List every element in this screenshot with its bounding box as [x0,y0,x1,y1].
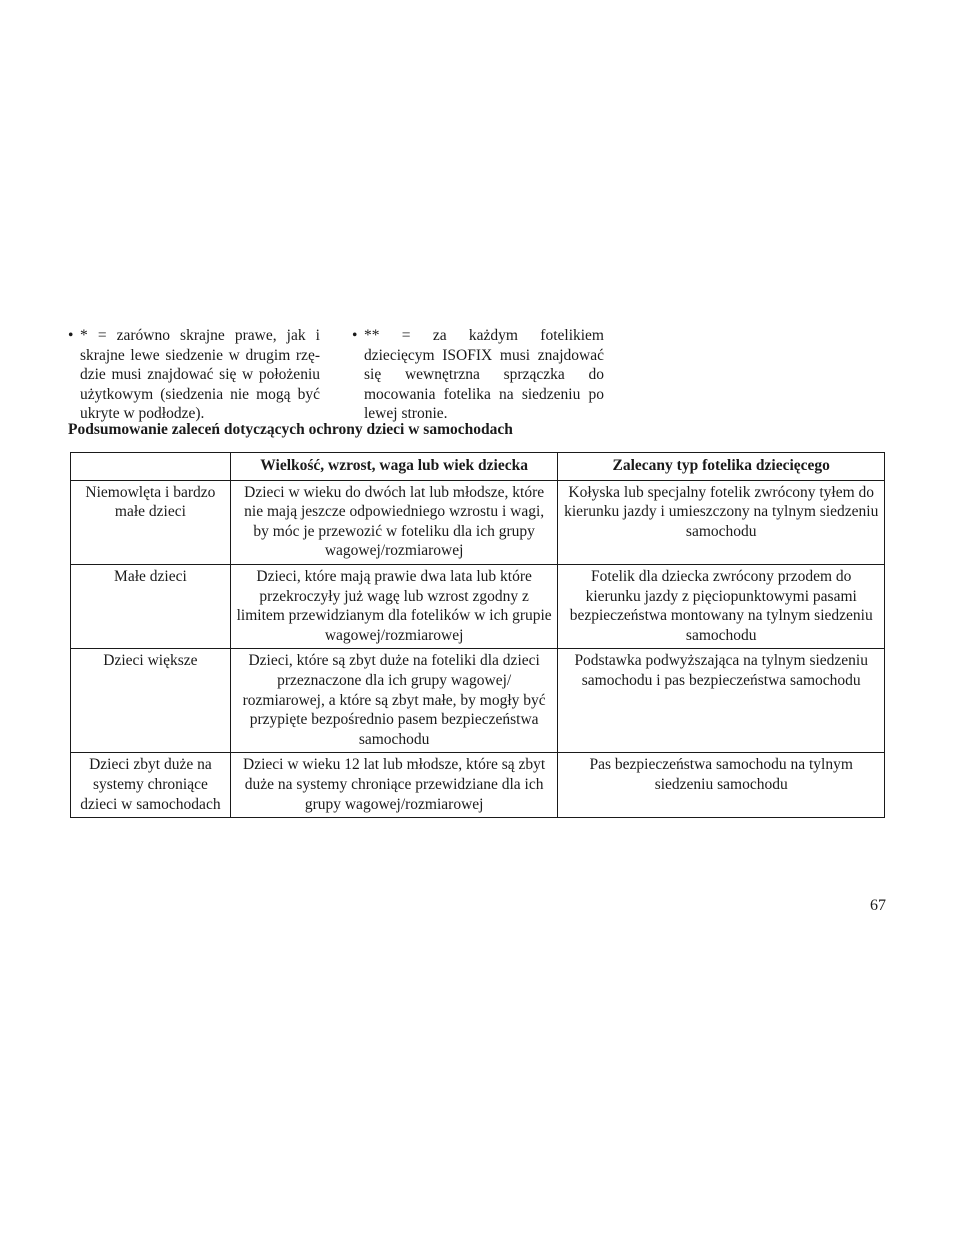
header-child-size: Wielkość, wzrost, waga lub wiek dziecka [230,453,558,481]
cell-category: Małe dzieci [71,564,231,648]
cell-category: Dzieci zbyt duże na systemy chroniące dzieci w samochodach [71,753,231,818]
bullet-marker: • [68,327,74,344]
header-recommended-seat: Zalecany typ fotelika dziecięcego [558,453,885,481]
page-number: 67 [870,897,886,914]
cell-recommendation: Fotelik dla dziecka zwrócony przodem do kierunku jazdy z pięciopunktowymi pasami bezpieczeństwa montowany na tylnym siedzeniu samochodu [558,564,885,648]
table-row [71,753,885,818]
header-category [71,453,231,481]
bullet-text: ** = za każdym fotelikiem dziecięcym ISOFIX musi znajdować się wewnętrzna sprzączka do mocowania fotelika na siedzeniu po lewej stronie. [364,327,604,423]
bullet-column-right [352,326,604,424]
cell-recommendation: Kołyska lub specjalny fotelik zwrócony tyłem do kierunku jazdy i umieszczony na tylnym siedzeniu samochodu [558,480,885,564]
bullet-marker: • [352,327,358,344]
cell-description: Dzieci, które mają prawie dwa lata lub które przekroczyły już wagę lub wzrost zgodny z limitem przewidzianym dla fotelików w ich grupie wagowej/rozmiarowej [230,564,558,648]
bullet-item-seat-position [68,326,320,424]
section-heading: Podsumowanie zaleceń dotyczących ochrony dzieci w samochodach [68,421,513,438]
bullet-text: * = zarówno skrajne prawe, jak i skrajne lewe siedzenie w drugim rzędzie musi znajdować się w położeniu użytkowym (siedzenia nie mogą być ukryte w podłodze). [80,327,320,423]
cell-description: Dzieci w wieku 12 lat lub młodsze, które są zbyt duże na systemy chroniące przewidziane dla ich grupy wagowej/rozmiarowej [230,753,558,818]
child-restraint-summary-table [70,452,885,818]
bullet-item-isofix-buckle [352,326,604,424]
cell-description: Dzieci, które są zbyt duże na foteliki dla dzieci przeznaczone dla ich grupy wagowej/ rozmiarowej, a które są zbyt małe, by mogły być przypięte bezpośrednio pasem bezpieczeństwa samochodu [230,649,558,753]
table-row [71,480,885,564]
cell-recommendation: Pas bezpieczeństwa samochodu na tylnym siedzeniu samochodu [558,753,885,818]
cell-category: Dzieci większe [71,649,231,753]
cell-recommendation: Podstawka podwyższająca na tylnym siedzeniu samochodu i pas bezpieczeństwa samochodu [558,649,885,753]
bullet-column-left [68,326,320,424]
table-header-row [71,453,885,481]
cell-category: Niemowlęta i bardzo małe dzieci [71,480,231,564]
cell-description: Dzieci w wieku do dwóch lat lub młodsze, które nie mają jeszcze odpowiedniego wzrostu i wagi, by móc je przewozić w foteliku dla ich grupy wagowej/rozmiarowej [230,480,558,564]
table-row [71,564,885,648]
table-row [71,649,885,753]
